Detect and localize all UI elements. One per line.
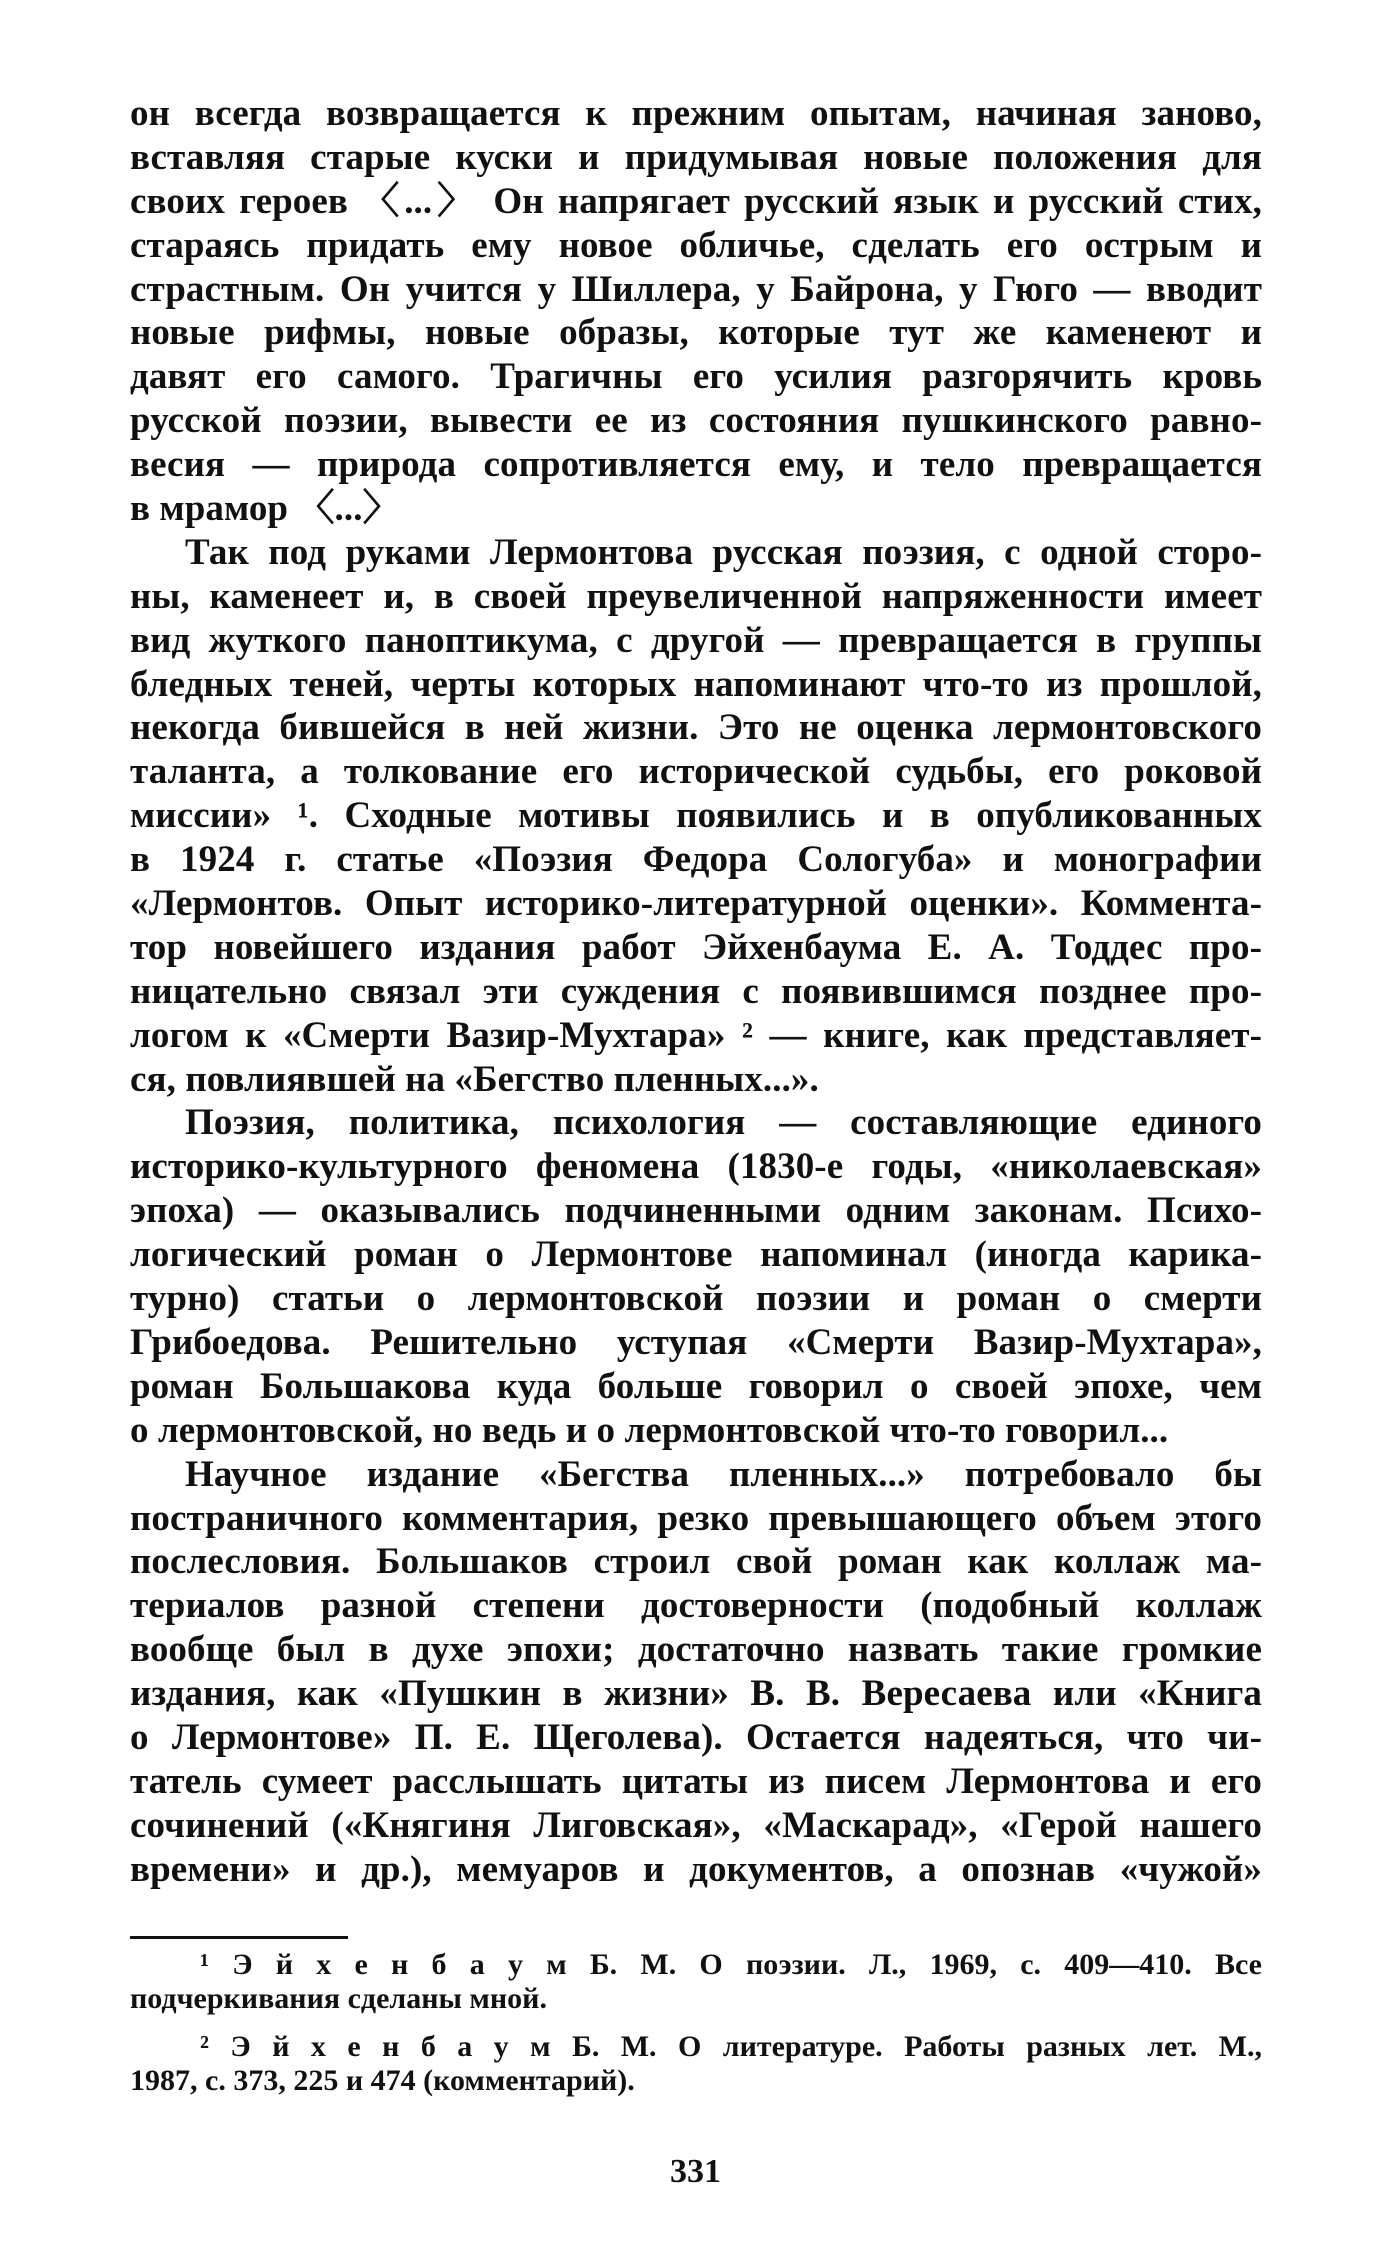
text-line: «Лермонтов. Опыт историко-литературной оценки». Коммента- bbox=[130, 883, 1262, 925]
text-line: постраничного комментария, резко превышающего объем этого bbox=[130, 1497, 1262, 1539]
text-line: ницательно связал эти суждения с появившимся позднее про- bbox=[130, 970, 1262, 1012]
footnote bbox=[130, 1948, 1262, 2016]
text-line: давят его самого. Трагичны его усилия разгорячить кровь bbox=[130, 356, 1262, 398]
text-line: логом к «Смерти Вазир-Мухтара» ² — книге, как представляет- bbox=[130, 1014, 1262, 1056]
footnotes bbox=[130, 1948, 1262, 2098]
footnote-line: ² Э й х е н б а у м Б. М. О литературе. Работы разных лет. М., bbox=[200, 2030, 1262, 2063]
text-line: тор новейшего издания работ Эйхенбаума Е. А. Тоддес про- bbox=[130, 926, 1262, 968]
text-line: Поэзия, политика, психология — составляющие единого bbox=[185, 1102, 1262, 1144]
text-line: он всегда возвращается к прежним опытам, начиная заново, bbox=[130, 93, 1262, 134]
footnote-line: ¹ Э й х е н б а у м Б. М. О поэзии. Л., 1969, с. 409—410. Все bbox=[200, 1948, 1262, 1981]
text-line: времени» и др.), мемуаров и документов, а опознав «чужой» bbox=[130, 1848, 1262, 1890]
footnote-line: подчеркивания сделаны мной. bbox=[130, 1982, 547, 2015]
text-line: эпоха) — оказывались подчиненными одним законам. Психо- bbox=[130, 1190, 1262, 1232]
text-line: таланта, а толкование его исторической судьбы, его роковой bbox=[130, 751, 1262, 793]
text-line: русской поэзии, вывести ее из состояния пушкинского равно- bbox=[130, 400, 1262, 442]
text-line: некогда бившейся в ней жизни. Это не оценка лермонтовского bbox=[130, 707, 1262, 749]
text-line: сочинений («Княгиня Лиговская», «Маскарад», «Герой нашего bbox=[130, 1804, 1262, 1846]
footnote-gap bbox=[130, 2016, 1262, 2030]
text-line: Грибоедова. Решительно уступая «Смерти Вазир-Мухтара», bbox=[130, 1321, 1262, 1363]
text-line: новые рифмы, новые образы, которые тут же каменеют и bbox=[130, 312, 1262, 354]
text-line: Так под руками Лермонтова русская поэзия, с одной сторо- bbox=[185, 531, 1262, 573]
text-line: в мрамор 〈...〉 bbox=[130, 488, 400, 530]
text-line: страстным. Он учится у Шиллера, у Байрона, у Гюго — вводит bbox=[130, 268, 1262, 310]
text-line: татель сумеет расслышать цитаты из писем Лермонтова и его bbox=[130, 1760, 1262, 1802]
text-line: о Лермонтове» П. Е. Щеголева). Остается надеяться, что чи- bbox=[130, 1716, 1262, 1758]
page-number: 331 bbox=[670, 2153, 721, 2190]
text-line: вообще был в духе эпохи; достаточно назвать такие громкие bbox=[130, 1629, 1262, 1671]
text-line: миссии» ¹. Сходные мотивы появились и в опубликованных bbox=[130, 795, 1262, 837]
footnote-separator bbox=[130, 1936, 348, 1939]
text-line: своих героев 〈...〉 Он напрягает русский язык и русский стих, bbox=[130, 180, 1262, 222]
text-line: весия — природа сопротивляется ему, и тело превращается bbox=[130, 444, 1262, 486]
text-line: о лермонтовской, но ведь и о лермонтовской что-то говорил... bbox=[130, 1409, 1169, 1451]
text-line: вставляя старые куски и придумывая новые положения для bbox=[130, 136, 1262, 178]
footnote-line: 1987, с. 373, 225 и 474 (комментарий). bbox=[130, 2064, 635, 2097]
text-line: послесловия. Большаков строил свой роман как коллаж ма- bbox=[130, 1541, 1262, 1583]
text-line: издания, как «Пушкин в жизни» В. В. Вересаева или «Книга bbox=[130, 1673, 1262, 1715]
text-line: роман Большакова куда больше говорил о своей эпохе, чем bbox=[130, 1365, 1262, 1407]
text-line: логический роман о Лермонтове напоминал (иногда карика- bbox=[130, 1234, 1262, 1276]
text-line: турно) статьи о лермонтовской поэзии и роман о смерти bbox=[130, 1278, 1262, 1320]
text-line: историко-культурного феномена (1830-е годы, «николаевская» bbox=[130, 1146, 1262, 1188]
text-line: териалов разной степени достоверности (подобный коллаж bbox=[130, 1585, 1262, 1627]
text-line: бледных теней, черты которых напоминают что-то из прошлой, bbox=[130, 663, 1262, 705]
footnote bbox=[130, 2030, 1262, 2098]
text-line: в 1924 г. статье «Поэзия Федора Сологуба» и монографии bbox=[130, 839, 1262, 881]
text-line: стараясь придать ему новое обличье, сделать его острым и bbox=[130, 224, 1262, 266]
text-line: ся, повлиявшей на «Бегство пленных...». bbox=[130, 1058, 819, 1100]
text-line: вид жуткого паноптикума, с другой — превращается в группы bbox=[130, 619, 1262, 661]
text-line: Научное издание «Бегства пленных...» потребовало бы bbox=[185, 1453, 1262, 1495]
text-line: ны, каменеет и, в своей преувеличенной напряженности имеет bbox=[130, 575, 1262, 617]
body-text bbox=[130, 92, 1262, 1892]
